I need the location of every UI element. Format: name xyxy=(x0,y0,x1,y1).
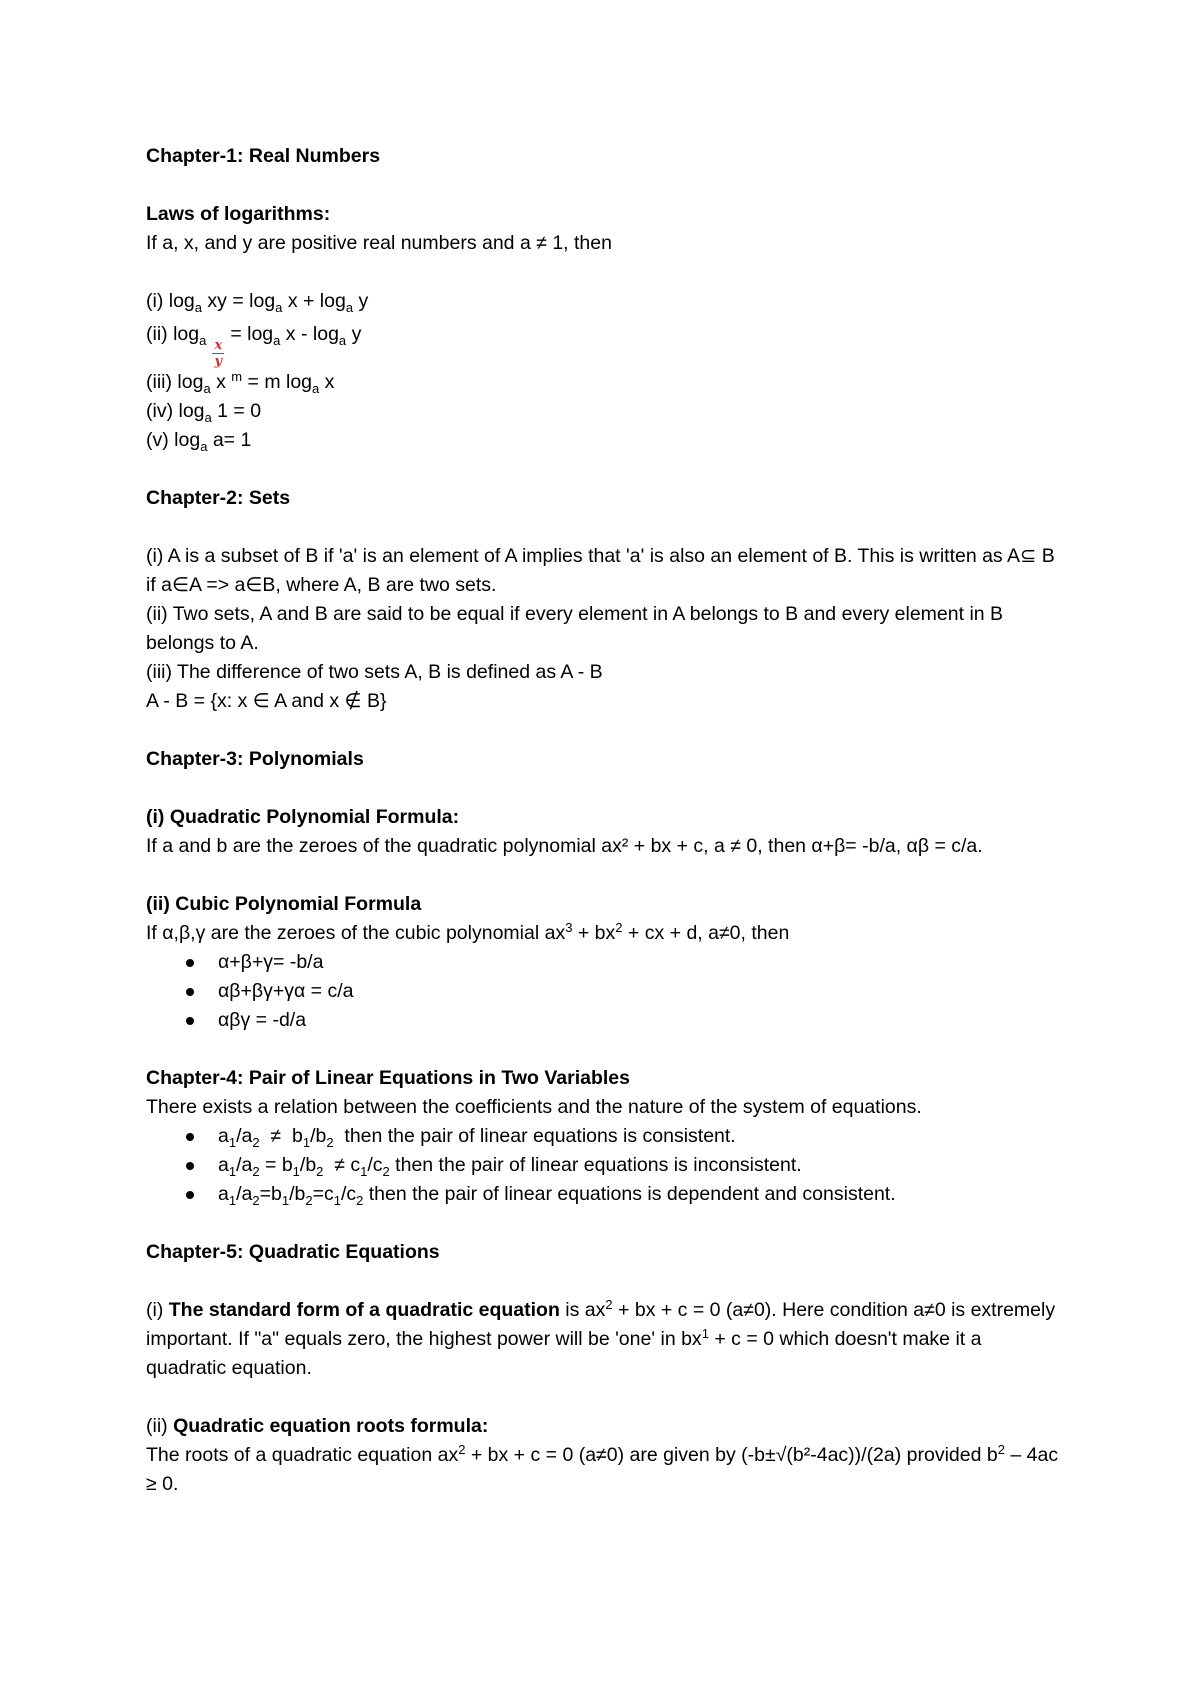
chapter-1-title: Chapter-1: Real Numbers xyxy=(146,145,381,167)
cubic-relations-list xyxy=(146,948,1066,1035)
list-item: αβγ = -d/a xyxy=(146,1006,1066,1035)
log-law-4: (iv) $\log_a 1 = 0$ xyxy=(146,400,262,425)
roots-formula-heading: (ii) Quadratic equation roots formula: xyxy=(146,1415,489,1437)
quadratic-polynomial-heading: (i) Quadratic Polynomial Formula: xyxy=(146,806,460,828)
list-item: $a_1/a_2 \ne b_1/b_2$ then the pair of linear equations is consistent. xyxy=(146,1122,1066,1151)
cubic-polynomial-heading: (ii) Cubic Polynomial Formula xyxy=(146,893,422,915)
log-law-5: (v) $\log_a a= 1$ xyxy=(146,429,252,454)
chapter-3-title: Chapter-3: Polynomials xyxy=(146,748,364,770)
list-item: αβ+βγ+γα = c/a xyxy=(146,977,1066,1006)
log-law-1: (i) $\log_a$ xy = $\log_a x + \log_a y$ xyxy=(146,290,369,315)
sets-equal-paragraph: (ii) Two sets, A and B are said to be equal if every element in A belongs to B and every element in B belongs to A. xyxy=(146,603,1004,654)
sets-subset-paragraph: (i) A is a subset of B if 'a' is an element of A implies that 'a' is also an element of B. This is written as A⊆ B if a∈A => a∈B, where A, B are two sets. xyxy=(146,545,1055,596)
list-item: α+β+γ= -b/a xyxy=(146,948,1066,977)
chapter-5-title: Chapter-5: Quadratic Equations xyxy=(146,1241,440,1263)
cubic-polynomial-intro: If α,β,γ are the zeroes of the cubic polynomial $ax^3 + bx^2$ + cx + d, a≠0, then xyxy=(146,920,790,944)
list-item: $a_1/a_2 = b_1/b_2 \ne c_1/c_2$ then the pair of linear equations is inconsistent. xyxy=(146,1151,1066,1180)
quadratic-polynomial-text: If a and b are the zeroes of the quadratic polynomial ax² + bx + c, a ≠ 0, then α+β= -b/a, αβ = c/a. xyxy=(146,835,983,857)
standard-form-paragraph: (i) The standard form of a quadratic equation is $ax^2$ + bx + c = 0 (a≠0). Here condition a≠0 is extremely important. If "a" equals zero, the highest power will be 'one' in $bx^1 + c = 0$ which doesn't make it a quadratic equation. xyxy=(146,1297,1056,1379)
chapter-2-title: Chapter-2: Sets xyxy=(146,487,291,509)
chapter-4-title: Chapter-4: Pair of Linear Equations in Two Variables xyxy=(146,1067,630,1089)
fraction-x-over-y: $\frac{x}{y}$ xyxy=(212,339,224,368)
linear-equations-intro: There exists a relation between the coefficients and the nature of the system of equations. xyxy=(146,1096,922,1118)
roots-formula-paragraph: The roots of a quadratic equation $ax^2$ + bx + c = 0 (a≠0) are given by (-b±√(b²-4ac))/(2a) provided $b^2 - 4ac \ge 0$. xyxy=(146,1442,1059,1495)
list-item: $a_1/a_2=b_1/b_2=c_1/c_2$ then the pair of linear equations is dependent and consistent. xyxy=(146,1180,1066,1209)
sets-difference-paragraph: (iii) The difference of two sets A, B is defined as A - B xyxy=(146,661,603,683)
linear-conditions-list xyxy=(146,1122,1066,1209)
log-law-2: (ii) $\log_a$ $\frac{x}{y}$ = $\log_a x - \log_a y$ xyxy=(146,323,362,369)
document-page xyxy=(146,142,1066,1499)
log-law-3: (iii) $\log_a x$ $^m$ = m $\log_a x$ xyxy=(146,369,335,396)
logarithm-intro: If a, x, and y are positive real numbers and a ≠ 1, then xyxy=(146,232,612,254)
sets-difference-formula: A - B = {x: x ∈ A and x ∉ B} xyxy=(146,690,387,712)
laws-of-logarithms-heading: Laws of logarithms: xyxy=(146,203,331,225)
